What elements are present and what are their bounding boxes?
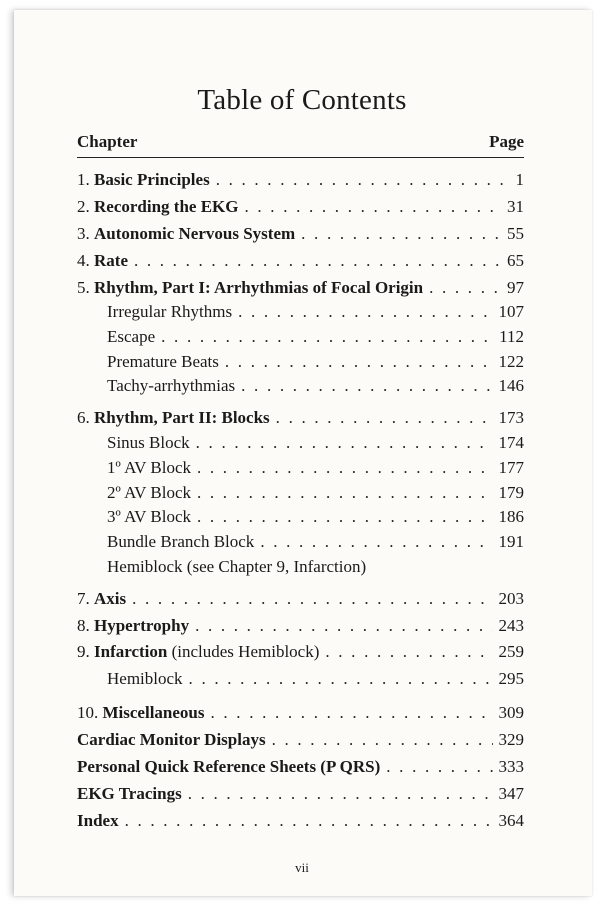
dot-leader [216, 170, 510, 190]
entry-label: 2. Recording the EKG [77, 197, 239, 216]
toc-subentry [107, 376, 524, 396]
dot-leader [125, 811, 493, 831]
dot-leader [386, 757, 492, 777]
dot-leader [197, 458, 493, 478]
entry-page-number: 364 [498, 811, 524, 830]
entry-label: 10. Miscellaneous [77, 703, 205, 722]
toc-subentry [107, 302, 524, 322]
dot-leader [134, 251, 501, 271]
entry-page-number: 174 [498, 433, 524, 452]
entry-label: 7. Axis [77, 589, 127, 608]
entry-label: Hemiblock (see Chapter 9, Infarction) [107, 557, 367, 576]
entry-label: EKG Tracings [77, 784, 182, 803]
dot-leader [132, 589, 492, 609]
dot-leader [260, 532, 492, 552]
entry-page-number: 329 [498, 730, 524, 749]
toc-entry [77, 730, 524, 750]
dot-leader [276, 408, 493, 428]
toc-entry [77, 811, 524, 831]
dot-leader [245, 197, 502, 217]
toc-entry [77, 784, 524, 804]
dot-leader [188, 784, 493, 804]
page-column-label: Page [489, 132, 524, 151]
entry-label: 1. Basic Principles [77, 170, 210, 189]
toc-entry [77, 278, 524, 298]
entry-label: Bundle Branch Block [107, 532, 255, 551]
dot-leader [197, 483, 493, 503]
toc-subentry [107, 352, 524, 372]
entry-label: Hemiblock [107, 669, 183, 688]
entry-page-number: 186 [498, 507, 524, 526]
entry-page-number: 146 [498, 376, 524, 395]
dot-leader [211, 703, 493, 723]
toc-entry [77, 757, 524, 777]
entry-label: Premature Beats [107, 352, 219, 371]
dot-leader [272, 730, 493, 750]
toc-subentry [107, 557, 524, 577]
entry-page-number: 179 [498, 483, 524, 502]
toc-subentry [107, 507, 524, 527]
entry-label: Sinus Block [107, 433, 190, 452]
toc-subentry [107, 327, 524, 347]
toc-entry [77, 616, 524, 636]
entry-page-number: 333 [498, 757, 524, 776]
dot-leader [196, 433, 493, 453]
entry-page-number: 347 [498, 784, 524, 803]
toc-subentry [107, 433, 524, 453]
dot-leader [429, 278, 501, 298]
entry-page-number: 112 [499, 327, 524, 346]
dot-leader [225, 352, 493, 372]
toc-entry [77, 170, 524, 190]
entry-label: Index [77, 811, 119, 830]
entry-label: 3. Autonomic Nervous System [77, 224, 296, 243]
entry-label: 3º AV Block [107, 507, 191, 526]
dot-leader [197, 507, 493, 527]
dot-leader [238, 302, 492, 322]
toc-entry [77, 408, 524, 428]
entry-page-number: 173 [498, 408, 524, 427]
dot-leader [195, 616, 492, 636]
toc-entry [77, 589, 524, 609]
entry-page-number: 177 [498, 458, 524, 477]
toc-entry [77, 197, 524, 217]
page-footer-number: vii [295, 860, 309, 875]
toc-subentry [107, 532, 524, 552]
entry-page-number: 97 [507, 278, 524, 297]
entry-label: Cardiac Monitor Displays [77, 730, 266, 749]
entry-label: 8. Hypertrophy [77, 616, 190, 635]
entry-label: Tachy-arrhythmias [107, 376, 236, 395]
dot-leader [325, 642, 492, 662]
entry-page-number: 259 [498, 642, 524, 661]
entry-label: Escape [107, 327, 156, 346]
entry-page-number: 243 [498, 616, 524, 635]
entry-page-number: 1 [515, 170, 524, 189]
entry-label: 1º AV Block [107, 458, 191, 477]
dot-leader [161, 327, 493, 347]
dot-leader [301, 224, 501, 244]
toc-subentry [107, 669, 524, 689]
entry-page-number: 65 [507, 251, 524, 270]
entry-page-number: 122 [498, 352, 524, 371]
dot-leader [241, 376, 492, 396]
entry-page-number: 203 [498, 589, 524, 608]
entry-label: 4. Rate [77, 251, 128, 270]
entry-label: Irregular Rhythms [107, 302, 233, 321]
entry-label: 9. Infarction (includes Hemiblock) [77, 642, 320, 661]
entry-page-number: 309 [498, 703, 524, 722]
entry-label: 5. Rhythm, Part I: Arrhythmias of Focal Origin [77, 278, 424, 297]
entry-label: Personal Quick Reference Sheets (P QRS) [77, 757, 381, 776]
entry-label: 6. Rhythm, Part II: Blocks [77, 408, 270, 427]
toc-entry [77, 642, 524, 662]
toc-entry [77, 251, 524, 271]
header-rule [77, 157, 524, 158]
column-header [77, 132, 524, 152]
chapter-column-label: Chapter [77, 132, 138, 151]
toc-entry [77, 703, 524, 723]
entry-label: 2º AV Block [107, 483, 191, 502]
toc-entry [77, 224, 524, 244]
entry-page-number: 107 [498, 302, 524, 321]
entry-page-number: 55 [507, 224, 524, 243]
entry-page-number: 295 [498, 669, 524, 688]
toc-subentry [107, 483, 524, 503]
entry-page-number: 31 [507, 197, 524, 216]
toc-subentry [107, 458, 524, 478]
dot-leader [189, 669, 493, 689]
page-title: Table of Contents [197, 84, 407, 116]
entry-page-number: 191 [498, 532, 524, 551]
